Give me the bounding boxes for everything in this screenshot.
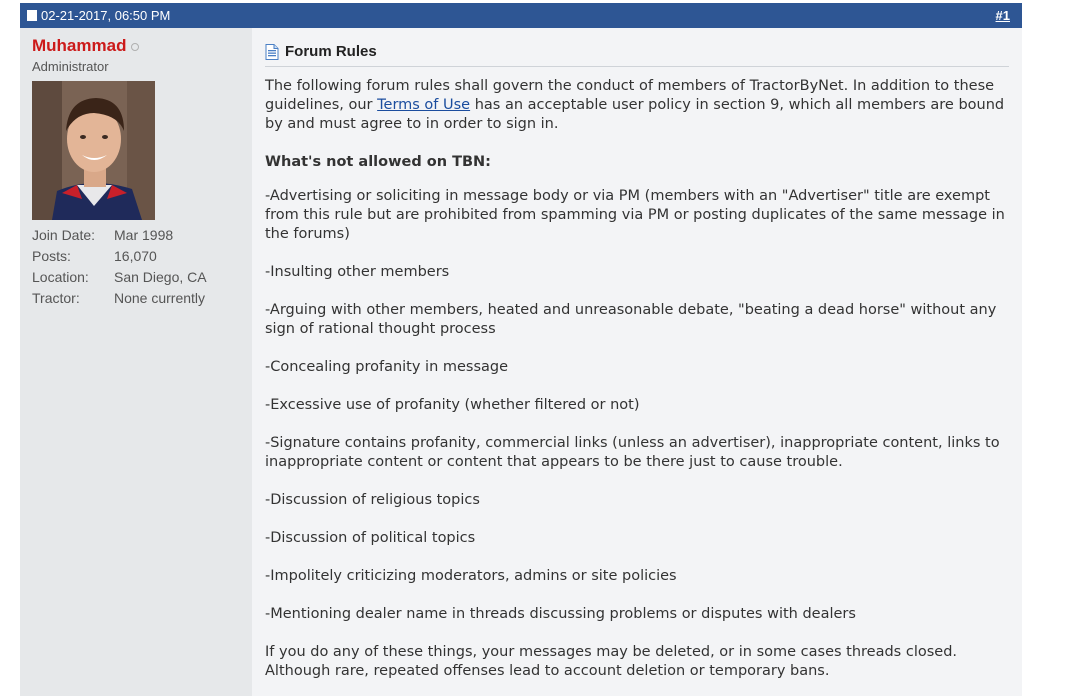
closing-paragraph: If you do any of these things, your messages may be deleted, or in some cases threads closed. Although rare, repeated offenses lead to account deletion or temporary bans. bbox=[265, 644, 958, 679]
stat-join-date bbox=[32, 225, 252, 246]
stat-label: Join Date: bbox=[32, 227, 96, 243]
stat-posts bbox=[32, 246, 252, 267]
stat-label: Tractor: bbox=[32, 290, 80, 306]
rule-item: -Signature contains profanity, commercial links (unless an advertiser), inappropriate content, links to inappropriate content or content that appears to be there just to cause trouble. bbox=[265, 435, 1000, 470]
post-number-link[interactable]: #1 bbox=[995, 8, 1010, 23]
intro-text-end: has an acceptable user policy in section 9, which all members are bound by and must agree to in order to sign in. bbox=[265, 97, 1005, 132]
stat-label: Posts: bbox=[32, 248, 71, 264]
stat-value: 16,070 bbox=[114, 248, 157, 264]
user-info-panel bbox=[20, 28, 252, 696]
rule-item: -Excessive use of profanity (whether filtered or not) bbox=[265, 397, 640, 413]
rule-item: -Discussion of political topics bbox=[265, 530, 476, 546]
rules-heading: What's not allowed on TBN: bbox=[265, 154, 491, 170]
user-stats bbox=[32, 225, 252, 309]
avatar-portrait-icon bbox=[32, 81, 155, 220]
stat-label: Location: bbox=[32, 269, 89, 285]
document-icon bbox=[265, 44, 279, 60]
stat-tractor bbox=[32, 288, 252, 309]
post-date bbox=[27, 8, 170, 23]
rule-item: -Insulting other members bbox=[265, 264, 450, 280]
rule-item: -Arguing with other members, heated and unreasonable debate, "beating a dead horse" without any sign of rational thought process bbox=[265, 302, 997, 337]
post-title bbox=[265, 42, 1009, 67]
terms-of-use-link[interactable]: Terms of Use bbox=[377, 97, 471, 113]
rule-item: -Impolitely criticizing moderators, admins or site policies bbox=[265, 568, 677, 584]
rule-item: -Concealing profanity in message bbox=[265, 359, 509, 375]
post-header bbox=[20, 3, 1022, 28]
intro-paragraph bbox=[265, 77, 1013, 134]
rule-item: -Mentioning dealer name in threads discussing problems or disputes with dealers bbox=[265, 606, 856, 622]
user-title: Administrator bbox=[32, 59, 109, 74]
rule-item: -Discussion of religious topics bbox=[265, 492, 480, 508]
username-link[interactable] bbox=[32, 36, 252, 56]
username-text: Muhammad bbox=[32, 36, 127, 55]
stat-value: Mar 1998 bbox=[114, 227, 174, 243]
message-body bbox=[265, 77, 1013, 681]
post-date-text: 02-21-2017, 06:50 PM bbox=[41, 8, 171, 23]
avatar[interactable] bbox=[32, 81, 155, 220]
post-content bbox=[252, 28, 1022, 696]
stat-value: San Diego, CA bbox=[114, 269, 207, 285]
stat-location bbox=[32, 267, 252, 288]
offline-status-icon bbox=[131, 43, 139, 51]
post-body bbox=[20, 28, 1022, 696]
forum-post bbox=[20, 3, 1022, 696]
intro-text: The following forum rules shall govern the conduct of members of TractorByNet. In addition to these guidelines, our bbox=[265, 78, 995, 113]
post-title-text: Forum Rules bbox=[285, 43, 377, 60]
post-icon bbox=[27, 10, 37, 21]
rule-item: -Advertising or soliciting in message body or via PM (members with an "Advertiser" title are exempt from this rule but are prohibited from spamming via PM or posting duplicates of the same message in the forums) bbox=[265, 188, 1005, 242]
stat-value: None currently bbox=[114, 290, 206, 306]
